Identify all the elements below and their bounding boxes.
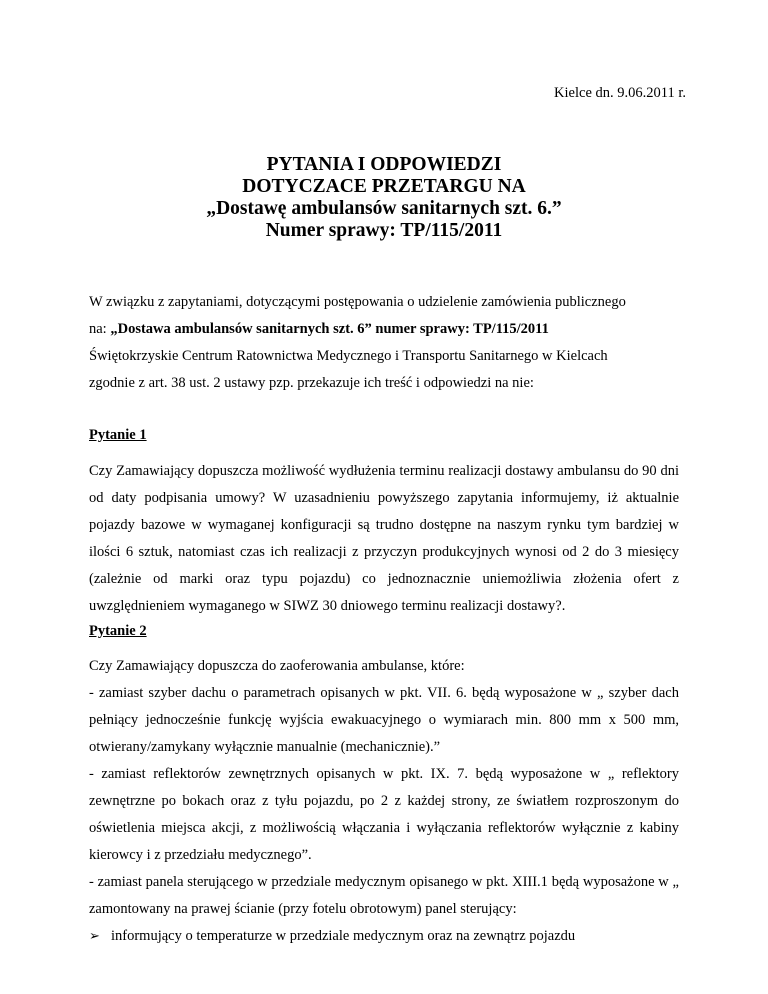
intro-paragraph [89, 289, 679, 397]
question-2-intro: Czy Zamawiający dopuszcza do zaoferowania ambulanse, które: [89, 658, 465, 674]
title-line-2: DOTYCZACE PRZETARGU NA [242, 176, 526, 197]
title-line-4: Numer sprawy: TP/115/2011 [265, 220, 503, 241]
question-2-item-3: - zamiast panela sterującego w przedziale medycznym opisanego w pkt. XIII.1 będą wyposażone w „ zamontowany na prawej ścianie (przy fotelu obrotowym) panel sterujący: [89, 874, 679, 917]
title-line-1: PYTANIA I ODPOWIEDZI [266, 154, 502, 175]
question-2-item-2: - zamiast reflektorów zewnętrznych opisanych w pkt. IX. 7. będą wyposażone w „ reflektory zewnętrzne po bokach oraz z tyłu pojazdu, po 2 z każdej strony, ze światłem rozproszonym do oświetlenia miejsca akcji, z możliwością włączania i wyłączania reflektorów wyłącznie z kabiny kierowcy i z przedziału medycznego”. [89, 766, 679, 863]
question-2-body [89, 653, 679, 950]
document-date: Kielce dn. 9.06.2011 r. [554, 85, 686, 101]
question-1-heading: Pytanie 1 [89, 427, 147, 443]
question-1-text: Czy Zamawiający dopuszcza możliwość wydłużenia terminu realizacji dostawy ambulansu do 90 dni od daty podpisania umowy? W uzasadnieniu powyższego zapytania informujemy, iż aktualnie pojazdy bazowe w wymaganej konfiguracji są trudno dostępne na naszym rynku tym bardziej w ilości 6 sztuk, natomiast czas ich realizacji z przyczyn produkcyjnych wynosi od 2 do 3 miesięcy (zależnie od marki oraz typu pojazdu) co jednoznacznie uniemożliwia złożenia ofert z uwzględnieniem wymaganego w SIWZ 30 dniowego terminu realizacji dostawy?. [89, 463, 679, 614]
intro-line-3: Świętokrzyskie Centrum Ratownictwa Medycznego i Transportu Sanitarnego w Kielcach [89, 348, 608, 364]
question-2-bullet [89, 923, 679, 950]
intro-line-2-prefix: na: [89, 321, 111, 337]
intro-line-4: zgodnie z art. 38 ust. 2 ustawy pzp. przekazuje ich treść i odpowiedzi na nie: [89, 375, 534, 391]
intro-line-2 [89, 316, 679, 343]
question-2-bullet-text: informujący o temperaturze w przedziale medycznym oraz na zewnątrz pojazdu [111, 928, 576, 944]
intro-line-2-bold: „Dostawa ambulansów sanitarnych szt. 6” numer sprawy: TP/115/2011 [110, 321, 549, 337]
title-line-3: „Dostawę ambulansów sanitarnych szt. 6.” [206, 198, 562, 219]
document-title [0, 154, 768, 242]
intro-line-1: W związku z zapytaniami, dotyczącymi postępowania o udzielenie zamówienia publicznego [89, 294, 626, 310]
question-2-item-1: - zamiast szyber dachu o parametrach opisanych w pkt. VII. 6. będą wyposażone w „ szyber dach pełniący jednocześnie funkcję wyjścia ewakuacyjnego o wymiarach min. 800 mm x 500 mm, otwierany/zamykany wyłącznie manualnie (mechanicznie).” [89, 685, 679, 755]
question-2-heading: Pytanie 2 [89, 623, 147, 639]
arrow-bullet-icon: ➢ [89, 929, 100, 944]
